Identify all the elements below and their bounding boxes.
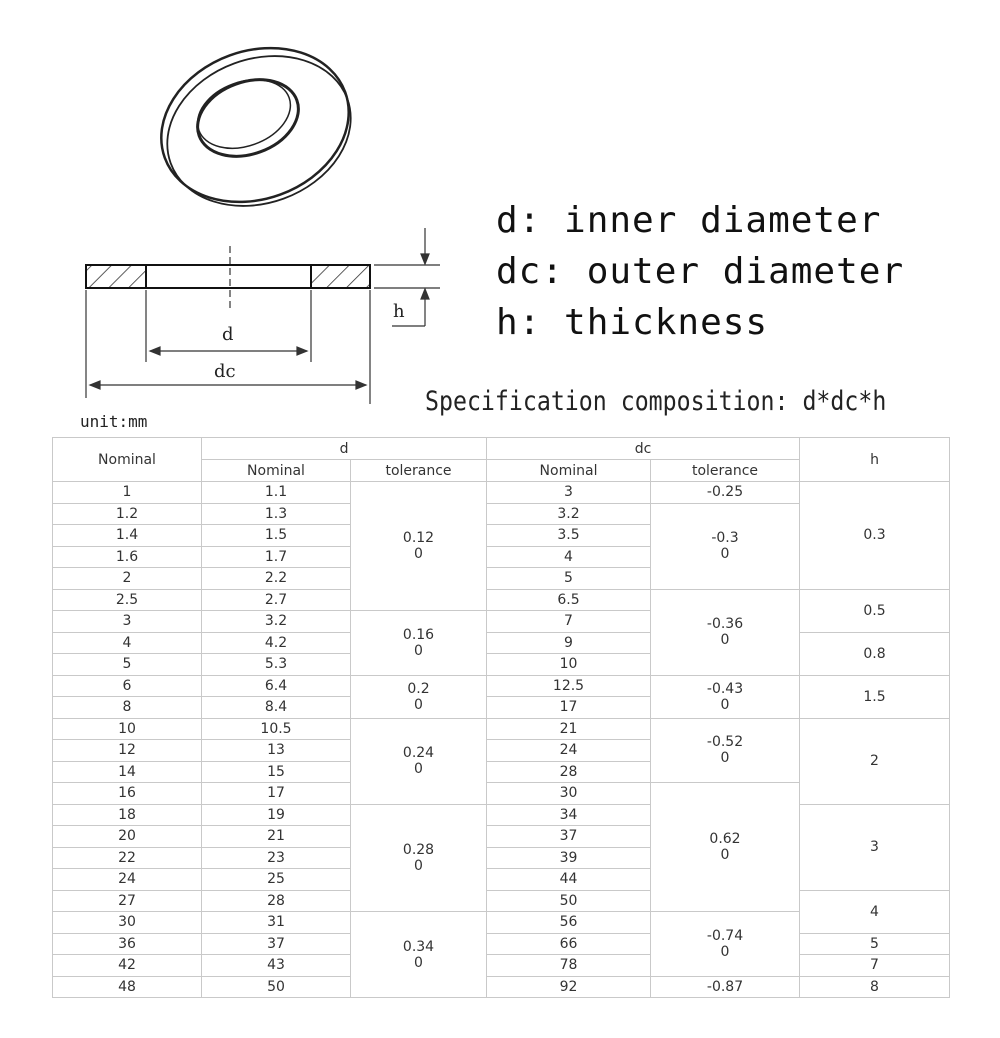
h-cell: 5: [800, 933, 950, 955]
d-nominal-cell: 6.4: [202, 675, 351, 697]
d-nominal-cell: 31: [202, 912, 351, 934]
dc-nominal-cell: 34: [487, 804, 651, 826]
d-nominal-cell: 1.3: [202, 503, 351, 525]
d-tolerance-cell: [351, 804, 487, 912]
d-nominal-cell: 1.1: [202, 482, 351, 504]
d-tolerance-lower: 0: [414, 546, 423, 562]
dc-tolerance-upper: -0.43: [706, 680, 744, 697]
dc-tolerance-lower: 0: [720, 546, 730, 562]
d-nominal-cell: 43: [202, 955, 351, 977]
nominal-cell: 2.5: [53, 589, 202, 611]
d-tolerance-upper: 0.2: [407, 680, 430, 697]
h-cell: 0.3: [800, 482, 950, 590]
nominal-cell: 16: [53, 783, 202, 805]
dc-nominal-cell: 92: [487, 976, 651, 998]
table-row: [53, 976, 950, 998]
dc-nominal-cell: 3.5: [487, 525, 651, 547]
dc-nominal-cell: 39: [487, 847, 651, 869]
nominal-cell: 12: [53, 740, 202, 762]
nominal-cell: 6: [53, 675, 202, 697]
washer-3d-view: [139, 23, 371, 231]
nominal-cell: 8: [53, 697, 202, 719]
h-cell: 7: [800, 955, 950, 977]
d-tolerance-cell: [351, 482, 487, 611]
table-row: [53, 675, 950, 697]
dc-nominal-cell: 9: [487, 632, 651, 654]
nominal-cell: 5: [53, 654, 202, 676]
nominal-cell: 1: [53, 482, 202, 504]
d-nominal-cell: 28: [202, 890, 351, 912]
legend-thickness: h: thickness: [496, 302, 769, 343]
nominal-cell: 24: [53, 869, 202, 891]
h-cell: 3: [800, 804, 950, 890]
d-nominal-cell: 25: [202, 869, 351, 891]
table-row: [53, 933, 950, 955]
d-nominal-cell: 50: [202, 976, 351, 998]
table-header-row: [53, 438, 950, 460]
washer-drawing: [0, 0, 460, 430]
dc-nominal-cell: 56: [487, 912, 651, 934]
dc-nominal-cell: 7: [487, 611, 651, 633]
nominal-cell: 1.4: [53, 525, 202, 547]
dc-tolerance-cell: [651, 912, 800, 977]
drawing-label-dc: dc: [214, 361, 236, 382]
dc-nominal-cell: 4: [487, 546, 651, 568]
d-tolerance-lower: 0: [414, 761, 423, 777]
dc-tolerance-upper: -0.36: [706, 616, 744, 632]
dc-nominal-cell: 5: [487, 568, 651, 590]
dc-nominal-cell: 17: [487, 697, 651, 719]
nominal-cell: 2: [53, 568, 202, 590]
d-tolerance-lower: 0: [414, 857, 423, 874]
dimension-lines: [86, 228, 440, 404]
d-nominal-cell: 4.2: [202, 632, 351, 654]
d-tolerance-cell: [351, 611, 487, 676]
d-nominal-cell: 17: [202, 783, 351, 805]
d-nominal-cell: 1.7: [202, 546, 351, 568]
d-nominal-cell: 19: [202, 804, 351, 826]
d-tolerance-upper: 0.12: [402, 530, 435, 546]
d-tolerance-upper: 0.34: [402, 938, 435, 955]
d-nominal-cell: 3.2: [202, 611, 351, 633]
dc-tolerance-upper: -0.87: [706, 978, 744, 995]
dc-nominal-cell: 44: [487, 869, 651, 891]
dc-nominal-cell: 50: [487, 890, 651, 912]
dc-tolerance-lower: 0: [720, 750, 730, 767]
nominal-cell: 14: [53, 761, 202, 783]
d-tolerance-lower: 0: [414, 642, 423, 659]
table-row: [53, 589, 950, 611]
nominal-cell: 22: [53, 847, 202, 869]
d-nominal-cell: 23: [202, 847, 351, 869]
d-nominal-cell: 37: [202, 933, 351, 955]
d-nominal-cell: 5.3: [202, 654, 351, 676]
d-tolerance-lower: 0: [414, 954, 423, 971]
nominal-cell: 18: [53, 804, 202, 826]
dc-tolerance-lower: 0: [720, 847, 730, 863]
dc-tolerance-cell: [651, 976, 800, 998]
h-cell: 2: [800, 718, 950, 804]
nominal-cell: 1.6: [53, 546, 202, 568]
dc-tolerance-upper: -0.25: [706, 484, 744, 501]
dc-tolerance-cell: [651, 783, 800, 912]
dc-nominal-cell: 21: [487, 718, 651, 740]
nominal-cell: 3: [53, 611, 202, 633]
table-row: [53, 482, 950, 504]
table-row: [53, 955, 950, 977]
h-cell: 1.5: [800, 675, 950, 718]
d-tolerance-lower: 0: [414, 696, 423, 713]
dc-tolerance-upper: -0.3: [711, 530, 739, 546]
dc-tolerance-lower: 0: [720, 632, 730, 648]
table-row: [53, 804, 950, 826]
header-dc-nominal: Nominal: [487, 460, 651, 482]
nominal-cell: 1.2: [53, 503, 202, 525]
header-d-nominal: Nominal: [202, 460, 351, 482]
dc-tolerance-cell: [651, 503, 800, 589]
nominal-cell: 30: [53, 912, 202, 934]
d-tolerance-upper: 0.24: [402, 745, 435, 761]
d-nominal-cell: 1.5: [202, 525, 351, 547]
d-nominal-cell: 21: [202, 826, 351, 848]
d-nominal-cell: 13: [202, 740, 351, 762]
dc-nominal-cell: 10: [487, 654, 651, 676]
legend-inner-diameter: d: inner diameter: [496, 200, 882, 241]
dc-nominal-cell: 12.5: [487, 675, 651, 697]
dc-nominal-cell: 28: [487, 761, 651, 783]
dc-tolerance-cell: [651, 718, 800, 783]
dc-nominal-cell: 3.2: [487, 503, 651, 525]
d-tolerance-upper: 0.28: [402, 841, 435, 858]
header-nominal: Nominal: [53, 438, 202, 482]
d-tolerance-cell: [351, 718, 487, 804]
unit-label: unit:mm: [80, 412, 148, 431]
h-cell: 4: [800, 890, 950, 933]
dc-tolerance-cell: [651, 589, 800, 675]
washer-cross-section: [86, 246, 370, 310]
header-dc: dc: [487, 438, 800, 460]
h-cell: 0.5: [800, 589, 950, 632]
drawing-label-h: h: [393, 301, 405, 322]
header-h: h: [800, 438, 950, 482]
dc-nominal-cell: 66: [487, 933, 651, 955]
dc-tolerance-upper: -0.74: [706, 927, 744, 944]
dc-tolerance-cell: [651, 675, 800, 718]
dc-nominal-cell: 6.5: [487, 589, 651, 611]
d-nominal-cell: 2.7: [202, 589, 351, 611]
table-row: [53, 890, 950, 912]
d-tolerance-upper: 0.16: [402, 626, 435, 643]
d-nominal-cell: 8.4: [202, 697, 351, 719]
header-dc-tolerance: tolerance: [651, 460, 800, 482]
d-nominal-cell: 15: [202, 761, 351, 783]
d-nominal-cell: 10.5: [202, 718, 351, 740]
header-d-tolerance: tolerance: [351, 460, 487, 482]
dc-nominal-cell: 3: [487, 482, 651, 504]
nominal-cell: 20: [53, 826, 202, 848]
specification-composition: Specification composition: d*dc*h: [425, 386, 887, 417]
dc-tolerance-lower: 0: [720, 696, 730, 713]
dc-tolerance-lower: 0: [720, 943, 730, 960]
nominal-cell: 48: [53, 976, 202, 998]
d-tolerance-cell: [351, 675, 487, 718]
nominal-cell: 10: [53, 718, 202, 740]
nominal-cell: 4: [53, 632, 202, 654]
table-row: [53, 718, 950, 740]
nominal-cell: 36: [53, 933, 202, 955]
spec-table: [52, 437, 950, 998]
table-row: [53, 632, 950, 654]
legend-outer-diameter: dc: outer diameter: [496, 251, 905, 292]
dc-nominal-cell: 30: [487, 783, 651, 805]
dc-nominal-cell: 78: [487, 955, 651, 977]
dc-nominal-cell: 37: [487, 826, 651, 848]
dc-tolerance-upper: 0.62: [709, 831, 741, 847]
d-tolerance-cell: [351, 912, 487, 998]
header-d: d: [202, 438, 487, 460]
dc-tolerance-cell: [651, 482, 800, 504]
h-cell: 0.8: [800, 632, 950, 675]
nominal-cell: 42: [53, 955, 202, 977]
d-nominal-cell: 2.2: [202, 568, 351, 590]
drawing-label-d: d: [222, 324, 234, 345]
dc-nominal-cell: 24: [487, 740, 651, 762]
dc-tolerance-upper: -0.52: [706, 734, 744, 751]
nominal-cell: 27: [53, 890, 202, 912]
h-cell: 8: [800, 976, 950, 998]
